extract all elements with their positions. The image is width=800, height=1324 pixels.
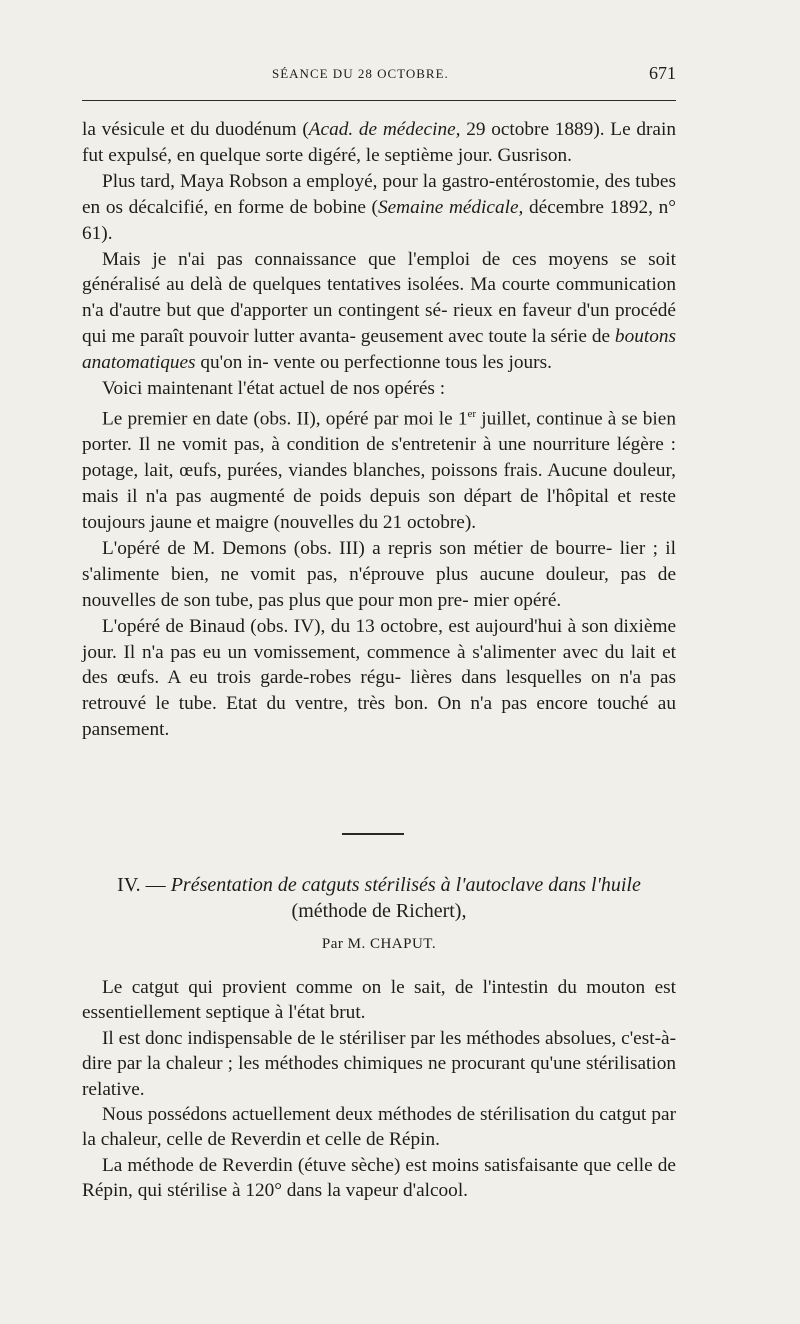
paragraph: La méthode de Reverdin (étuve sèche) est moins satisfaisante que celle de Répin, qui stérilise à 120° dans la vapeur d'alcool.: [82, 1154, 676, 1202]
paragraph: [82, 169, 676, 247]
section-author: Par M. CHAPUT.: [321, 936, 437, 952]
paragraph: Il est donc indispensable de le stériliser par les méthodes absolues, c'est-à-dire par la chaleur ; les méthodes chimiques ne procurant qu'une stérilisation relative.: [82, 1027, 676, 1100]
text-run: 29 octobre 1889). Le drain fut expulsé, en quelque sorte digéré, le septième jour. Gusrison.: [82, 119, 676, 166]
superscript: er: [467, 407, 477, 420]
text-run: la vésicule et du duodénum (: [82, 119, 309, 140]
section-title-italic: Présentation de catguts stérilisés à l'autoclave dans l'huile: [170, 874, 641, 896]
text-run: qu'on in- vente ou perfectionne tous les jours.: [195, 352, 552, 374]
paragraph: Nous possédons actuellement deux méthodes de stérilisation du catgut par la chaleur, celle de Reverdin et celle de Répin.: [82, 1104, 676, 1151]
body-text-top: [82, 117, 676, 743]
section-subtitle: (méthode de Richert),: [291, 900, 467, 922]
paragraph: [82, 614, 676, 744]
paragraph: [82, 402, 676, 536]
page-number: 671: [649, 63, 676, 83]
text-run: L'opéré de Binaud (obs. IV), du 13 octobre, est aujourd'hui à son dixième jour. Il n'a pas eu un vomissement, commence à s'alimenter avec du lait et des œufs. A eu trois garde-robes régu- lières dans lesquelles on n'a pas retrouvé le tube. Etat du ventre, très bon. On n'a pas encore touché au pansement.: [82, 615, 676, 741]
italic-term: boutons anatomatiques: [82, 326, 676, 374]
section-heading: [82, 872, 676, 953]
text-run: Plus tard, Maya Robson a employé, pour la gastro-entérostomie, des tubes en os décalcifié, en forme de bobine (: [82, 170, 676, 218]
text-run: L'opéré de M. Demons (obs. III) a repris son métier de bourre- lier ; il s'alimente bien, ne vomit pas, n'éprouve plus aucune douleur, pas de nouvelles de son tube, pas plus que pour mon pre- mier opéré.: [82, 537, 676, 611]
page-header: [82, 63, 676, 90]
paragraph: [82, 247, 676, 377]
text-run: Mais je n'ai pas connaissance que l'emploi de ces moyens se soit généralisé au delà de quelques tentatives isolées. Ma courte communication n'a d'autre but que d'apporter un contingent sé- rieux en faveur d'un procédé qui me paraît pouvoir lutter avanta- geusement avec toute la série de: [82, 248, 676, 348]
header-rule: [82, 100, 676, 101]
section-number: IV. —: [117, 874, 171, 896]
section-divider: [342, 833, 404, 835]
paragraph: [82, 117, 676, 169]
text-run: décembre 1892, n° 61).: [82, 196, 676, 244]
paragraph: [82, 376, 676, 402]
text-run: Le premier en date (obs. II), opéré par moi le 1: [102, 408, 468, 430]
text-run: Voici maintenant l'état actuel de nos opérés :: [102, 378, 446, 400]
italic-citation: Acad. de médecine,: [308, 119, 461, 140]
section-title: [82, 872, 676, 898]
italic-citation: Semaine médicale,: [377, 196, 524, 218]
text-run: juillet, continue à se bien porter. Il ne vomit pas, à condition de s'entretenir à une nourriture légère : potage, lait, œufs, purées, viandes blanches, poissons frais. Aucune douleur, mais il n'a pas augmenté de poids depuis son départ de l'hôpital et reste toujours jaune et maigre (nouvelles du 21 octobre).: [82, 408, 676, 534]
paragraph: Le catgut qui provient comme on le sait, de l'intestin du mouton est essentiellement septique à l'état brut.: [82, 977, 676, 1024]
running-head: SÉANCE DU 28 OCTOBRE.: [272, 66, 449, 81]
body-text-bottom: [82, 975, 676, 1204]
paragraph: [82, 536, 676, 614]
